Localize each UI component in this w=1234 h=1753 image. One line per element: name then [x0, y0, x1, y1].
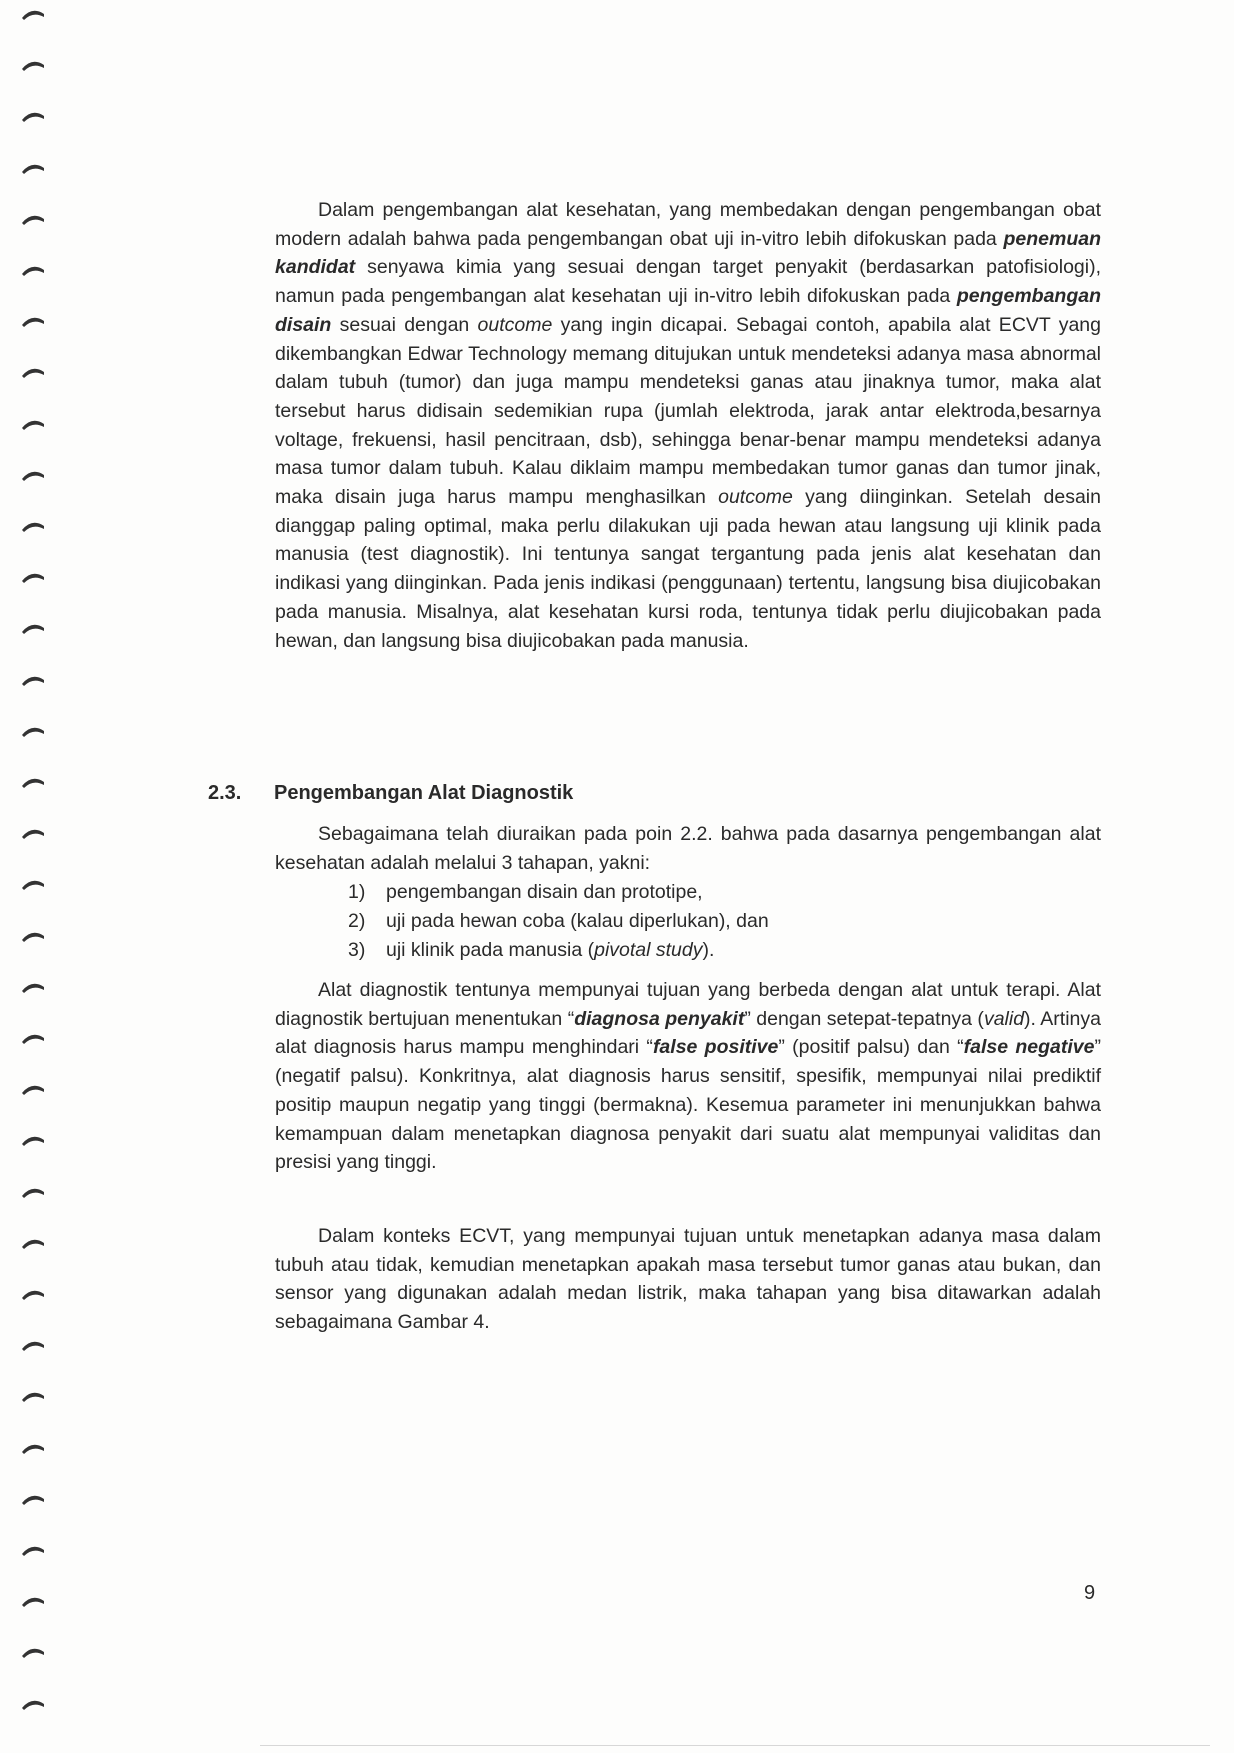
binding-ring [18, 1335, 48, 1355]
binding-ring [18, 1182, 48, 1202]
para1-text-5: yang diinginkan. Setelah desain dianggap paling optimal, maka perlu dilakukan uji pada hewan atau langsung uji klinik pada manusia (test diagnostik). Ini tentunya sangat tergantung pada jenis alat kesehatan dan indikasi yang diinginkan. Pada jenis indikasi (penggunaan) tertentu, langsung bisa diujicobakan pada manusia. Misalnya, alat kesehatan kursi roda, tentunya tidak perlu diujicobakan pada hewan, dan langsung bisa diujicobakan pada manusia. [275, 486, 1101, 652]
spiral-binding [18, 0, 48, 1753]
para1-text-4: yang ingin dicapai. Sebagai contoh, apabila alat ECVT yang dikembangkan Edwar Technology memang ditujukan untuk mendeteksi adanya masa abnormal dalam tubuh (tumor) dan juga mampu mendeteksi ganas atau jinaknya tumor, maka alat tersebut harus didisain sedemikian rupa (jumlah elektroda, jarak antar elektroda,besarnya voltage, frekuensi, hasil pencitraan, dsb), sehingga benar-benar mampu mendeteksi adanya masa tumor dalam tubuh. Kalau diklaim mampu membedakan tumor ganas dan tumor jinak, maka disain juga harus mampu menghasilkan [275, 313, 1101, 509]
para1-bold-1: penemuan kandidat [275, 227, 1101, 279]
binding-ring [18, 516, 48, 536]
scan-edge-line [260, 1745, 1210, 1746]
para3-bold-3: false negative [963, 1036, 1095, 1059]
binding-ring [18, 721, 48, 741]
binding-ring [18, 55, 48, 75]
binding-ring [18, 209, 48, 229]
binding-ring [18, 823, 48, 843]
list-text-after: ). [702, 939, 715, 961]
binding-ring [18, 1284, 48, 1304]
para3-bold-1: diagnosa penyakit [574, 1007, 745, 1030]
section-number: 2.3. [208, 782, 242, 804]
binding-ring [18, 1386, 48, 1406]
para3-text-2: ” dengan setepat-tepatnya ( [744, 1007, 984, 1030]
binding-ring [18, 1591, 48, 1611]
para3-text-3: ). Artinya alat diagnosis harus mampu menghindari “ [275, 1007, 1101, 1059]
list-text-part: uji klinik pada manusia ( [386, 939, 595, 961]
list-text [386, 936, 714, 965]
list-number: 3) [348, 939, 366, 961]
section-title: Pengembangan Alat Diagnostik [274, 782, 574, 804]
para3-italic-1: valid [983, 1007, 1025, 1030]
para1-text-1: Dalam pengembangan alat kesehatan, yang membedakan dengan pengembangan obat modern adalah bahwa pada pengembangan obat uji in-vitro lebih difokuskan pada [275, 199, 1101, 250]
steps-list [348, 878, 769, 965]
binding-ring [18, 158, 48, 178]
para1-italic-1: outcome [477, 313, 553, 336]
paragraph-4: Dalam konteks ECVT, yang mempunyai tujuan untuk menetapkan adanya masa dalam tubuh atau tidak, kemudian menetapkan apakah masa tersebut tumor ganas atau bukan, dan sensor yang digunakan adalah medan listrik, maka tahapan yang bisa ditawarkan adalah sebagaimana Gambar 4. [275, 1225, 1101, 1334]
para3-bold-2: false positive [652, 1036, 779, 1059]
binding-ring [18, 414, 48, 434]
list-text: uji pada hewan coba (kalau diperlukan), dan [386, 910, 769, 932]
list-item [348, 878, 769, 907]
binding-ring [18, 567, 48, 587]
paragraph-2: Sebagaimana telah diuraikan pada poin 2.2. bahwa pada dasarnya pengembangan alat kesehatan adalah melalui 3 tahapan, yakni: [275, 823, 1101, 874]
para1-text-2: senyawa kimia yang sesuai dengan target penyakit (berdasarkan patofisiologi), namun pada pengembangan alat kesehatan uji in-vitro lebih difokuskan pada [275, 256, 1101, 308]
para1-bold-2: pengembangan disain [275, 285, 1101, 336]
para3-text-1: Alat diagnostik tentunya mempunyai tujuan yang berbeda dengan alat untuk terapi. Alat diagnostik bertujuan menentukan “ [275, 979, 1101, 1030]
binding-ring [18, 1233, 48, 1253]
binding-ring [18, 977, 48, 997]
binding-ring [18, 772, 48, 792]
binding-ring [18, 362, 48, 382]
para1-italic-2: outcome [718, 486, 793, 509]
binding-ring [18, 465, 48, 485]
list-item [348, 907, 769, 936]
binding-ring [18, 1694, 48, 1714]
para3-text-5: ” (negatif palsu). Konkritnya, alat diagnosis harus sensitif, spesifik, mempunyai nilai prediktif positip maupun negatip yang tinggi (bermakna). Kesemua parameter ini menunjukkan bahwa kemampuan dalam menetapkan diagnosa penyakit dari suatu alat mempunyai validitas dan presisi yang tinggi. [275, 1036, 1101, 1174]
binding-ring [18, 926, 48, 946]
list-text: pengembangan disain dan prototipe, [386, 881, 703, 903]
paragraph-3 [275, 976, 1101, 1177]
para3-text-4: ” (positif palsu) dan “ [778, 1036, 964, 1059]
section-heading [208, 782, 573, 805]
binding-ring [18, 106, 48, 126]
binding-ring [18, 1540, 48, 1560]
binding-ring [18, 311, 48, 331]
para1-text-3: sesuai dengan [331, 313, 478, 336]
binding-ring [18, 4, 48, 24]
list-item [348, 936, 769, 965]
binding-ring [18, 1079, 48, 1099]
binding-ring [18, 1642, 48, 1662]
list-number: 2) [348, 910, 366, 932]
binding-ring [18, 260, 48, 280]
page-number: 9 [1084, 1582, 1096, 1604]
list-number: 1) [348, 881, 366, 903]
binding-ring [18, 1489, 48, 1509]
binding-ring [18, 1130, 48, 1150]
list-text-italic: pivotal study [594, 939, 703, 961]
paragraph-1 [275, 196, 1101, 655]
binding-ring [18, 670, 48, 690]
binding-ring [18, 1438, 48, 1458]
binding-ring [18, 874, 48, 894]
binding-ring [18, 618, 48, 638]
binding-ring [18, 1028, 48, 1048]
